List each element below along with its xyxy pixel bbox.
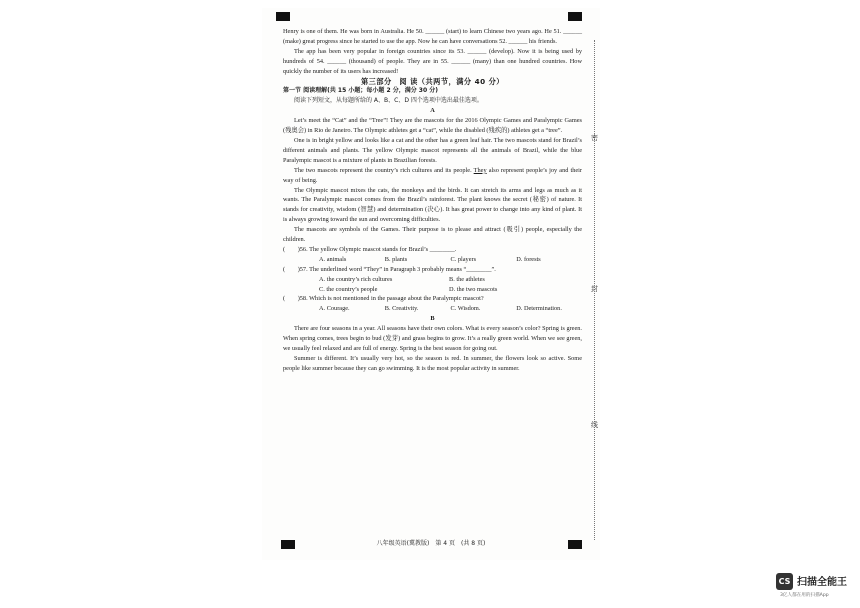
scanner-app-name: 扫描全能王 (797, 577, 847, 588)
passage-a-paragraph-1: Let’s meet the “Cat” and the “Tree”! They are the mascots for the 2016 Olympic Games and Paralympic Games (残奥会) in Rio de Janeiro. The Olympic athletes get a “cat”, while the disabled (残疾的) athletes get a “tree”. (283, 117, 582, 135)
seal-mark-3: 线 (591, 421, 598, 429)
registration-mark-top-right (568, 12, 582, 21)
question-57-options-row-1 (283, 275, 582, 285)
option: B. plants (384, 255, 408, 263)
section-subtitle: 第一节 阅读理解(共 15 小题；每小题 2 分，满分 30 分) (283, 87, 438, 95)
registration-mark-top-left (276, 12, 290, 21)
seal-mark-2: 封 (591, 285, 598, 293)
passage-a-paragraph-5: The mascots are symbols of the Games. Their purpose is to please and attract (吸引) people, especially the children. (283, 226, 582, 244)
passage-a-label: A (430, 107, 435, 115)
option: C. players (450, 255, 477, 263)
passage-b-paragraph-1: There are four seasons in a year. All seasons have their own colors. What is every season’s color? Spring is green. When spring comes, trees begin to bud (发芽) and grass begins to grow. It’s a really green world. When we see green, we usually feel relaxed and are full of energy. Spring is the best season for going out. (283, 325, 582, 352)
option: C. the country’s people (319, 285, 378, 293)
question-56-options (283, 255, 582, 265)
cloze-paragraph-1: Henry is one of them. He was born in Australia. He 50. ______ (start) to learn Chinese two years ago. He 51. ______ (make) great progress since he started to use the app. Now he can have conversations 52. ______ his friends. (283, 28, 582, 45)
scanner-tagline: 3亿人都在用的扫描App (780, 593, 829, 598)
passage-a-paragraph-4: The Olympic mascot mixes the cats, the monkeys and the birds. It can stretch its arms and legs as much as it wants. The Paralympic mascot comes from the Brazil’s rainforest. The plant knows the secret (秘密) of nature. It stands for creativity, wisdom (智慧) and determination (决心). It has great power to change into any kind of plant. It is always growing toward the sun and overcoming difficulties. (283, 186, 582, 224)
question-58-options (283, 304, 582, 314)
page-content (283, 27, 582, 374)
paragraph-3-end: also represent people’s joy and their way of being. (283, 166, 582, 184)
option: D. Determination. (516, 305, 562, 313)
passage-a-paragraph-2: One is in bright yellow and looks like a cat and the other has a green leaf hair. The two mascots stand for Brazil’s different animals and plants. The yellow Olympic mascot represents all the animals of Brazil, while the blue Paralympic mascot is a mixture of plants in Brazilian forests. (283, 136, 582, 164)
passage-a-paragraph-3 (283, 166, 582, 186)
section-title: 第三部分 阅 读（共两节，满分 40 分） (360, 76, 504, 86)
option: D. forests (516, 255, 541, 263)
passage-b-paragraph-2: Summer is different. It’s usually very hot, so the season is red. In summer, the flowers look so active. Some people like summer because they can go swimming. It is the most popular activity in summer. (283, 354, 582, 372)
option: A. Courage. (319, 305, 350, 313)
option: B. Creativity. (384, 305, 419, 313)
underlined-word: They (473, 166, 487, 174)
option: A. the country’s rich cultures (319, 275, 393, 283)
question-57-options-row-2 (283, 285, 582, 295)
option: B. the athletes (449, 275, 485, 283)
option: A. animals (319, 255, 347, 263)
option: D. the two mascots (449, 285, 498, 293)
section-instruction: 阅读下列短文，从每题所给的 A、B、C、D 四个选项中选出最佳选项。 (294, 97, 483, 105)
page-footer: 八年级英语(冀教版) 第 4 页 (共 8 页) (376, 540, 486, 547)
option: C. Wisdom. (450, 305, 481, 313)
scanner-logo-icon: CS (776, 573, 793, 590)
passage-b-label: B (430, 315, 435, 323)
question-56: ( )56. The yellow Olympic mascot stands for Brazil’s ________. (283, 245, 457, 253)
paragraph-3-start: The two mascots represent the country’s rich cultures and its people. (294, 166, 474, 174)
seal-mark-1: 密 (591, 134, 598, 142)
question-57: ( )57. The underlined word “They” in Paragraph 3 probably means “________”. (283, 265, 496, 273)
cloze-paragraph-2: The app has been very popular in foreign countries since its 53. ______ (develop). Now it is being used by hundreds of 54. ______ (thousand) of people. They are in 55. ______ (many) than one hundred countries. How quickly the number of its users has increased! (283, 47, 582, 75)
question-58: ( )58. Which is not mentioned in the passage about the Paralympic mascot? (283, 295, 484, 303)
